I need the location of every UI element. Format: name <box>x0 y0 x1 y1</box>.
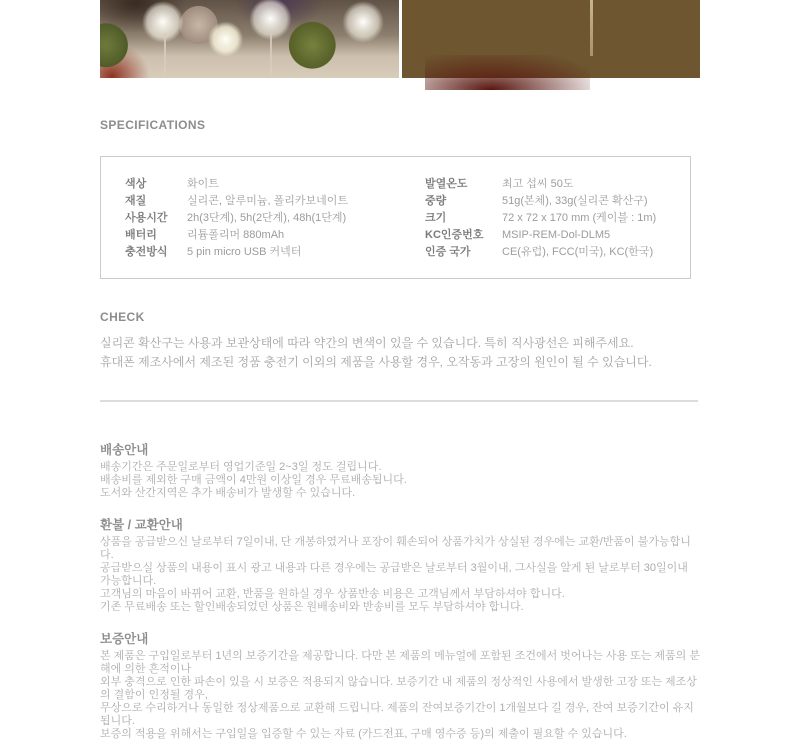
shipping-notice-section <box>100 440 700 500</box>
notice-line: 외부 충격으로 인한 파손이 있을 시 보증은 적용되지 않습니다. 보증기간 내 제품의 정상적인 사용에서 발생한 고장 또는 제조상의 결함이 인정될 경우, <box>100 676 697 701</box>
check-heading: CHECK <box>100 310 145 324</box>
check-line: 실리콘 확산구는 사용과 보관상태에 따라 약간의 변색이 있을 수 있습니다. 특히 직사광선은 피해주세요. <box>100 336 634 350</box>
notice-line: 본 제품은 구입일로부터 1년의 보증기간을 제공합니다. 다만 본 제품의 메뉴얼에 포함된 조건에서 벗어나는 사용 또는 제품의 분해에 의한 흔적이나 <box>100 650 700 675</box>
notice-line: 배송기간은 주문일로부터 영업기준일 2~3일 정도 걸립니다. <box>100 461 382 473</box>
spec-row-kc-cert-number <box>425 227 685 244</box>
notice-line: 고객님의 마음이 바뀌어 교환, 반품을 원하실 경우 상품반송 비용은 고객님께서 부담하셔야 합니다. <box>100 588 565 600</box>
spec-label: 사용시간 <box>125 212 168 224</box>
spec-row-color <box>125 176 425 193</box>
spec-label: 크기 <box>425 212 447 224</box>
notice-line: 도서와 산간지역은 추가 배송비가 발생할 수 있습니다. <box>100 487 356 499</box>
spec-value: MSIP-REM-Dol-DLM5 <box>502 229 611 241</box>
spec-column-right <box>425 176 685 278</box>
spec-value: 실리콘, 알루미늄, 폴리카보네이트 <box>187 195 348 207</box>
spec-value: 5 pin micro USB 커넥터 <box>187 246 302 258</box>
warranty-notice-heading: 보증안내 <box>100 632 149 646</box>
spec-value: 화이트 <box>187 178 219 190</box>
check-line: 휴대폰 제조사에서 제조된 정품 충전기 이외의 제품을 사용할 경우, 오작동과 고장의 원인이 될 수 있습니다. <box>100 355 652 369</box>
spec-label: 색상 <box>125 178 147 190</box>
spec-row-size <box>425 210 685 227</box>
product-info-content <box>100 118 700 741</box>
spec-label: 배터리 <box>125 229 157 241</box>
notice-line: 공급받으실 상품의 내용이 표시 광고 내용과 다른 경우에는 공급받은 날로부터 3월이내, 그사실을 알게 된 날로부터 30일이내 가능합니다. <box>100 562 688 587</box>
spec-label: 중량 <box>425 195 447 207</box>
spec-value: 72 x 72 x 170 mm (케이블 : 1m) <box>502 212 657 224</box>
product-photo-lights-yarn <box>100 0 399 78</box>
shipping-notice-heading: 배송안내 <box>100 443 149 457</box>
notice-sections <box>100 440 700 741</box>
section-divider <box>100 400 698 402</box>
notice-line: 보증의 적용을 위해서는 구입일을 입증할 수 있는 자료 (카드전표, 구매 영수증 등)의 제출이 필요할 수 있습니다. <box>100 728 627 740</box>
spec-row-material <box>125 193 425 210</box>
spec-value: 리튬폴리머 880mAh <box>187 229 285 241</box>
spec-label: KC인증번호 <box>425 229 484 241</box>
spec-value: 2h(3단계), 5h(2단계), 48h(1단계) <box>187 212 347 224</box>
spec-row-cert-countries <box>425 244 685 261</box>
refund-exchange-notice-heading: 환불 / 교환안내 <box>100 518 183 532</box>
spec-value: CE(유럽), FCC(미국), KC(한국) <box>502 246 654 258</box>
specifications-box <box>100 156 691 279</box>
spec-label: 충전방식 <box>125 246 168 258</box>
notice-line: 무상으로 수리하거나 동일한 정상제품으로 교환해 드립니다. 제품의 잔여보증기간이 1개월보다 길 경우, 잔여 보증기간이 유지됩니다. <box>100 702 694 727</box>
spec-label: 인증 국가 <box>425 246 471 258</box>
spec-column-left <box>125 176 425 278</box>
spec-value: 최고 섭씨 50도 <box>502 178 574 190</box>
spec-row-heat-temp <box>425 176 685 193</box>
spec-row-charging <box>125 244 425 261</box>
spec-label: 발열온도 <box>425 178 468 190</box>
product-photo-strip <box>100 0 700 78</box>
notice-line: 기존 무료배송 또는 할인배송되었던 상품은 원배송비와 반송비를 모두 부담하셔야 합니다. <box>100 601 524 613</box>
spec-label: 재질 <box>125 195 147 207</box>
spec-row-weight <box>425 193 685 210</box>
specifications-heading: SPECIFICATIONS <box>100 118 206 132</box>
spec-value: 51g(본체), 33g(실리콘 확산구) <box>502 195 648 207</box>
check-body <box>100 334 700 372</box>
spec-row-usage-time <box>125 210 425 227</box>
notice-line: 배송비를 제외한 구매 금액이 4만원 이상일 경우 무료배송됩니다. <box>100 474 407 486</box>
notice-line: 상품을 공급받으신 날로부터 7일이내, 단 개봉하였거나 포장이 훼손되어 상품가치가 상실된 경우에는 교환/반품이 불가능합니다. <box>100 536 691 561</box>
product-photo-lamp-shelf <box>402 0 701 78</box>
refund-exchange-notice-section <box>100 515 700 614</box>
warranty-notice-section <box>100 629 700 741</box>
spec-row-battery <box>125 227 425 244</box>
